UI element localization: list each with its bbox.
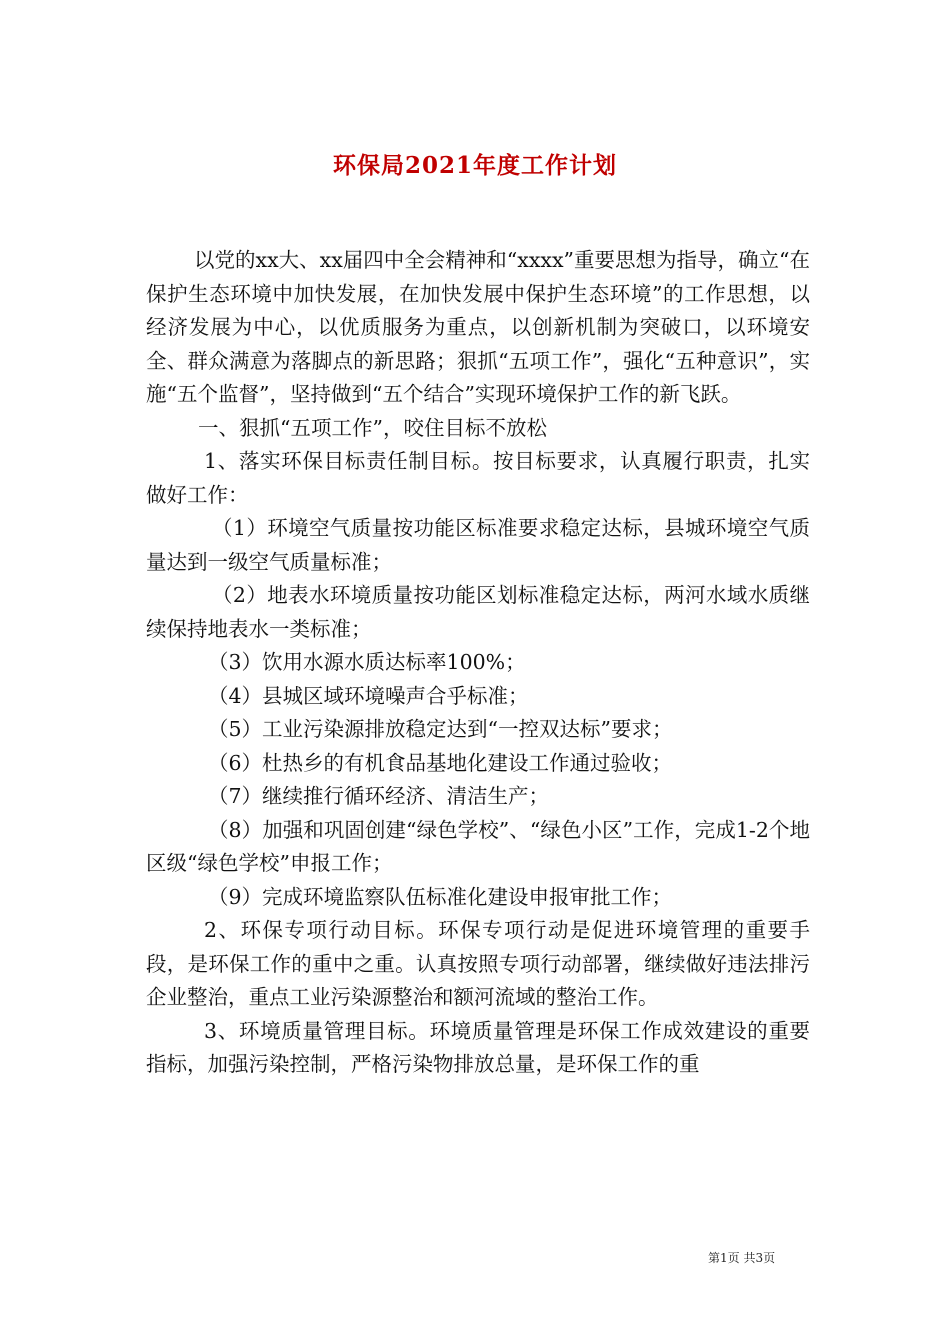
page-number: 第1页 共3页 — [708, 1251, 776, 1265]
item-2-paragraph: 2、环保专项行动目标。环保专项行动是促进环境管理的重要手段，是环保工作的重中之重。认真按照专项行动部署，继续做好违法排污企业整治，重点工业污染源整治和额河流域的整治工作。 — [146, 918, 810, 1009]
document-body — [146, 244, 810, 1082]
sub-item-5: （5）工业污染源排放稳定达到“一控双达标”要求； — [208, 717, 673, 741]
item-3-paragraph: 3、环境质量管理目标。环境质量管理是环保工作成效建设的重要指标，加强污染控制，严格污染物排放总量，是环保工作的重 — [146, 1018, 810, 1076]
sub-item-4: （4）县城区域环境噪声合乎标准； — [208, 683, 529, 708]
sub-item-9: （9）完成环境监察队伍标准化建设申报审批工作； — [208, 884, 673, 909]
sub-item-6: （6）杜热乡的有机食品基地化建设工作通过验收； — [208, 750, 673, 775]
sub-item-7: （7）继续推行循环经济、清洁生产； — [208, 784, 550, 808]
intro-paragraph: 以党的xx大、xx届四中全会精神和“xxxx”重要思想为指导，确立“在保护生态环境中加快发展，在加快发展中保护生态环境”的工作思想，以经济发展为中心，以优质服务为重点，以创新机制为突破口，以环境安全、群众满意为落脚点的新思路；狠抓“五项工作”，强化“五种意识”，实施“五个监督”，坚持做到“五个结合”实现环境保护工作的新飞跃。 — [146, 248, 810, 406]
sub-item-1: （1）环境空气质量按功能区标准要求稳定达标，县城环境空气质量达到一级空气质量标准； — [146, 516, 810, 574]
section-heading-1: 一、狠抓“五项工作”，咬住目标不放松 — [198, 415, 547, 440]
sub-item-3: （3）饮用水源水质达标率100%； — [208, 650, 526, 674]
document-title: 环保局2021年度工作计划 — [332, 152, 617, 180]
sub-item-2: （2）地表水环境质量按功能区划标准稳定达标，两河水域水质继续保持地表水一类标准； — [146, 583, 810, 641]
sub-item-8: （8）加强和巩固创建“绿色学校”、“绿色小区”工作，完成1-2个地区级“绿色学校”申报工作； — [146, 817, 810, 875]
item-1-paragraph: 1、落实环保目标责任制目标。按目标要求，认真履行职责，扎实做好工作： — [146, 449, 810, 507]
